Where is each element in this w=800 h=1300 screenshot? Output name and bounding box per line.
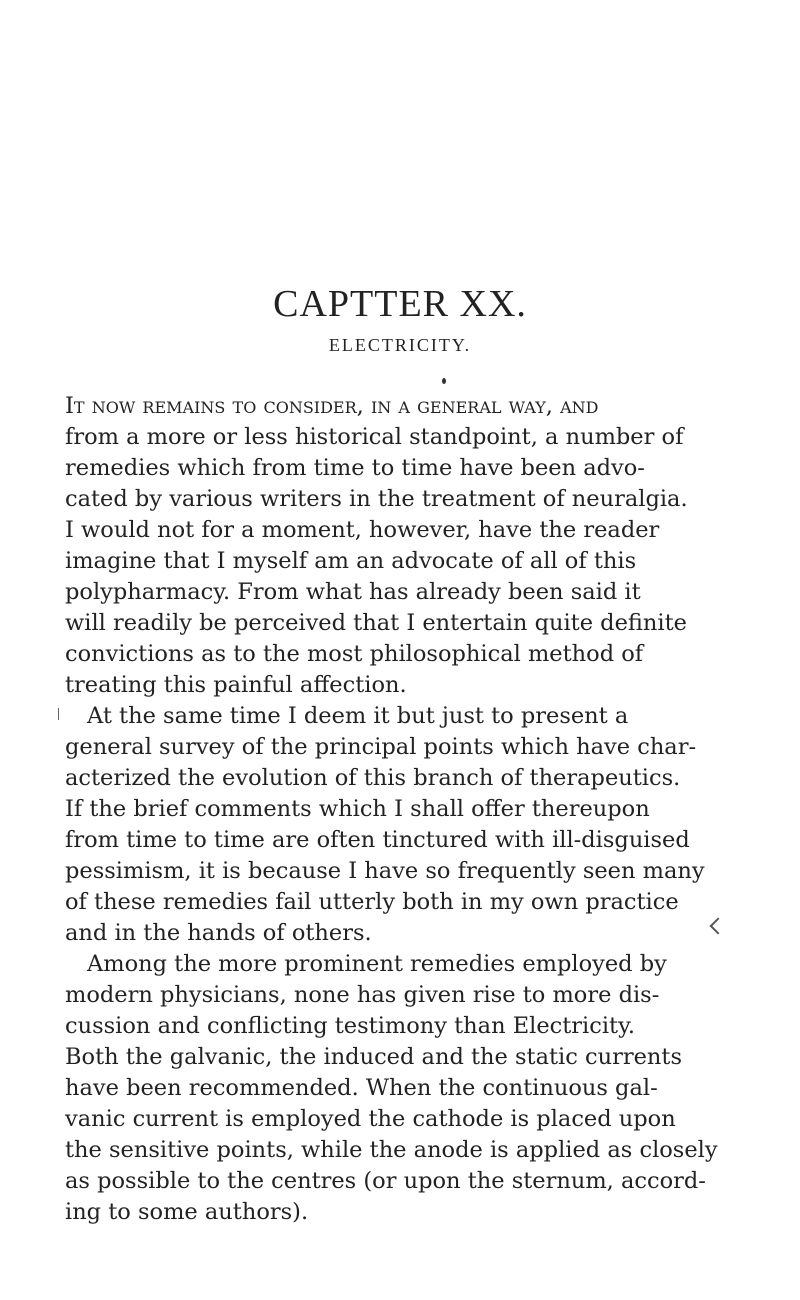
text-line: convictions as to the most philosophical method of: [65, 641, 644, 667]
text-line: and in the hands of others.: [65, 920, 372, 946]
text-line: cated by various writers in the treatment of neuralgia.: [65, 486, 688, 512]
text-line: from time to time are often tinctured with ill-disguised: [65, 827, 690, 853]
text-line: polypharmacy. From what has already been said it: [65, 579, 641, 605]
text-line: treating this painful affection.: [65, 672, 407, 698]
text-line: the sensitive points, while the anode is applied as closely: [65, 1137, 718, 1163]
text-line: of these remedies fail utterly both in my own practice: [65, 889, 679, 915]
text-line: general survey of the principal points which have char-: [65, 734, 697, 760]
text-line: vanic current is employed the cathode is placed upon: [65, 1106, 676, 1132]
text-line: At the same time I deem it but just to present a: [87, 703, 629, 729]
chapter-title: CAPTTER XX.: [273, 283, 527, 325]
text-line: Among the more prominent remedies employed by: [87, 951, 667, 977]
text-line: from a more or less historical standpoint, a number of: [65, 424, 684, 450]
text-line: remedies which from time to time have been advo-: [65, 455, 645, 481]
text-line: pessimism, it is because I have so frequently seen many: [65, 858, 705, 884]
text-line: It now remains to consider, in a general way, and: [65, 393, 599, 419]
section-title: ELECTRICITY.: [328, 335, 472, 355]
text-line: If the brief comments which I shall offer thereupon: [65, 796, 650, 822]
text-line: imagine that I myself am an advocate of all of this: [65, 548, 637, 574]
margin-mark: [58, 708, 59, 720]
ink-speck: [442, 378, 446, 384]
text-line: will readily be perceived that I entertain quite definite: [65, 610, 687, 636]
text-line: as possible to the centres (or upon the sternum, accord-: [65, 1168, 706, 1194]
text-line: cussion and conflicting testimony than Electricity.: [65, 1013, 635, 1039]
text-line: have been recommended. When the continuous gal-: [65, 1075, 658, 1101]
text-line: ing to some authors).: [65, 1199, 309, 1225]
text-line: acterized the evolution of this branch of therapeutics.: [65, 765, 681, 791]
text-line: Both the galvanic, the induced and the static currents: [65, 1044, 683, 1070]
text-line: modern physicians, none has given rise to more dis-: [65, 982, 660, 1008]
text-line: I would not for a moment, however, have the reader: [65, 517, 660, 543]
